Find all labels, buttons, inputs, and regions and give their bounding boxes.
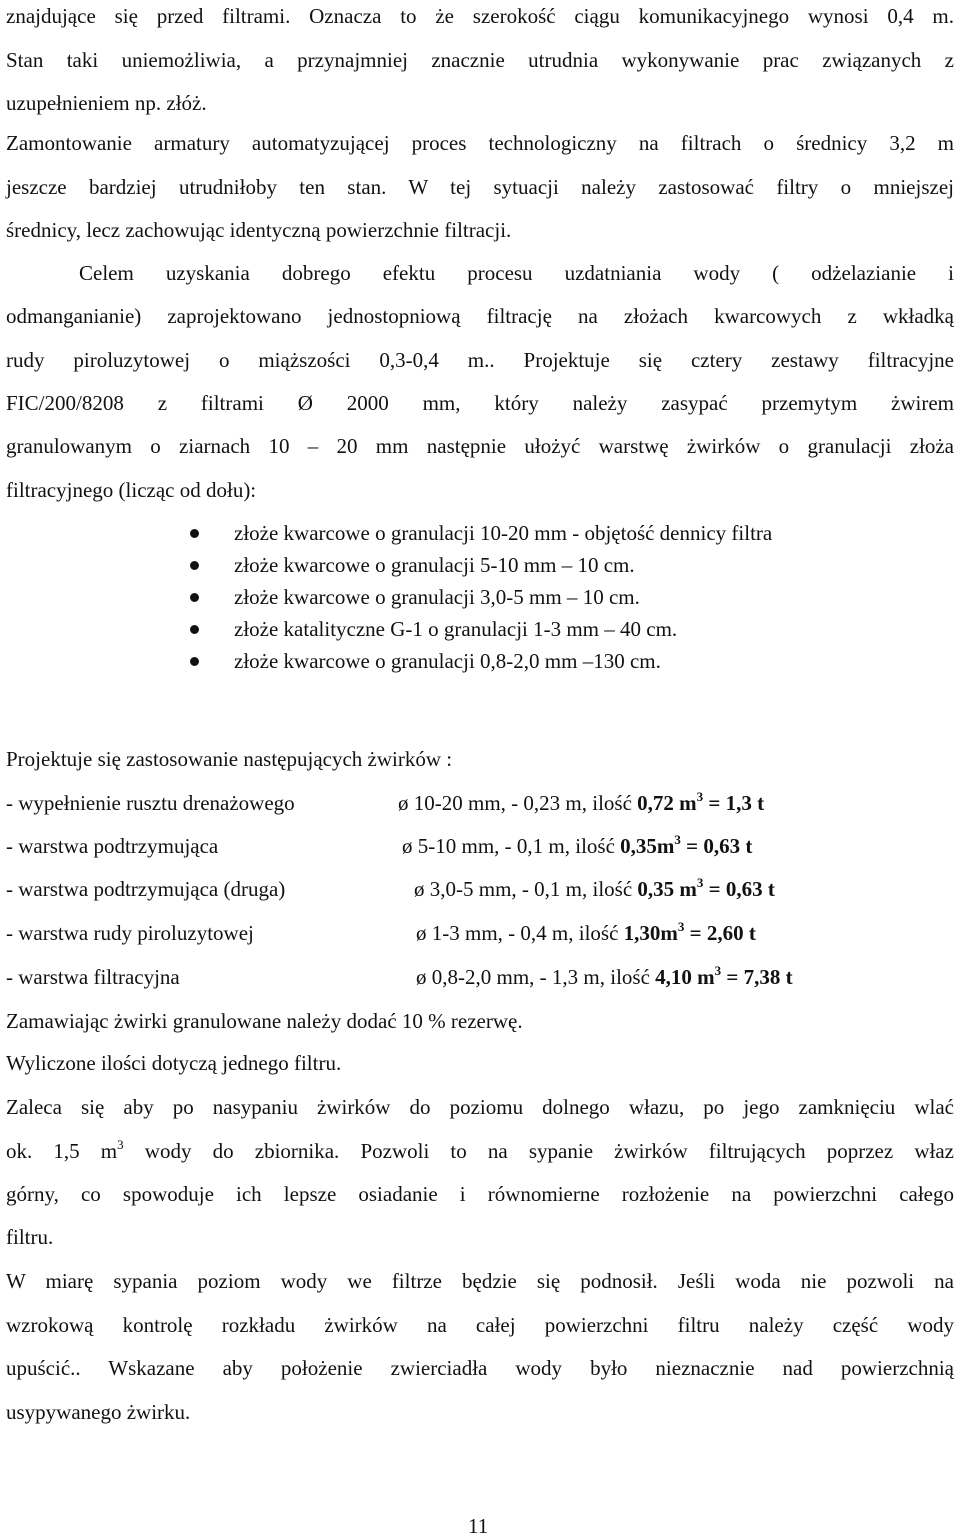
text-line: Celem uzyskania dobrego efektu procesu uzdatniania wody ( odżelazianie i [79,261,954,285]
text-line: upuścić.. Wskazane aby położenie zwierciadła wody było nieznacznie nad powierzchnią [6,1356,954,1380]
note-per-filter: Wyliczone ilości dotyczą jednego filtru. [6,1051,342,1075]
text-line: Stan taki uniemożliwia, a przynajmniej znacznie utrudnia wykonywanie prac związanych z [6,48,954,72]
gravel-amount: $0,35m^3 = 0,63$ t [620,832,753,858]
gravel-spec: ø 5-10 mm, - 0,1 m, ilość $0,35m^3 = 0,63$ t [402,832,753,858]
gravel-label: - warstwa rudy piroluzytowej [6,921,254,945]
text-line: górny, co spowoduje ich lepsze osiadanie i równomierne rozłożenie na powierzchni całego [6,1182,954,1206]
gravel-amount: 4,10 $m^3 = 7,38$ t [655,963,793,989]
gravel-spec: ø 1-3 mm, - 0,4 m, ilość $1,30m^3 = 2,60$ t [416,919,756,945]
gravel-amount: 0,35 $m^3 = 0,63$ t [637,875,775,901]
bullet-icon [190,625,199,634]
gravel-spec: ø 3,0-5 mm, - 0,1 m, ilość 0,35 $m^3 = 0,63$ t [414,875,775,901]
text-line: średnicy, lecz zachowując identyczną powierzchnie filtracji. [6,218,512,242]
gravel-spec: ø 0,8-2,0 mm, - 1,3 m, ilość 4,10 $m^3 = 7,38$ t [416,963,793,989]
text-line: FIC/200/8208 z filtrami Ø 2000 mm, który należy zasypać przemytym żwirem [6,391,954,415]
page-number: 11 [468,1514,489,1538]
text-line: jeszcze bardziej utrudniłoby ten stan. W tej sytuacji należy zastosować filtry o mniejszej [6,175,954,199]
bullet-icon [190,657,199,666]
gravel-label: - warstwa podtrzymująca (druga) [6,877,286,901]
list-item-text: złoże kwarcowe o granulacji 10-20 mm - objętość dennicy filtra [234,521,773,545]
text-line: filtru. [6,1225,54,1249]
list-item-text: złoże kwarcowe o granulacji 3,0-5 mm – 10 cm. [234,585,640,609]
text-line: rudy piroluzytowej o miąższości 0,3-0,4 m.. Projektuje się cztery zestawy filtracyjne [6,348,954,372]
gravel-amount: 0,72 $m^3 = 1,3$ t [637,789,765,815]
bullet-icon [190,561,199,570]
text-line: W miarę sypania poziom wody we filtrze będzie się podnosił. Jeśli woda nie pozwoli na [6,1269,954,1293]
text-line: wzrokową kontrolę rozkładu żwirków na całej powierzchni filtru należy część wody [6,1313,954,1337]
text-line: odmanganianie) zaprojektowano jednostopniową filtrację na złożach kwarcowych z wkładką [6,304,954,328]
bullet-icon [190,529,199,538]
text-line: Zaleca się aby po nasypaniu żwirków do poziomu dolnego włazu, po jego zamknięciu wlać [6,1095,954,1119]
text-line: filtracyjnego (licząc od dołu): [6,478,257,502]
gravel-label: - wypełnienie rusztu drenażowego [6,791,295,815]
note-reserve: Zamawiając żwirki granulowane należy dodać 10 % rezerwę. [6,1009,523,1033]
gravel-spec: ø 10-20 mm, - 0,23 m, ilość 0,72 $m^3 = 1,3$ t [398,789,765,815]
text-line: usypywanego żwirku. [6,1400,191,1424]
text-line: Zamontowanie armatury automatyzującej proces technologiczny na filtrach o średnicy 3,2 m [6,131,954,155]
list-item-text: złoże kwarcowe o granulacji 5-10 mm – 10 cm. [234,553,635,577]
text-line: znajdujące się przed filtrami. Oznacza to że szerokość ciągu komunikacyjnego wynosi 0,4 m. [6,4,954,28]
text-line: ok. 1,5 $m^3$ wody do zbiornika. Pozwoli to na sypanie żwirków filtrujących poprzez właz [6,1137,954,1163]
list-item-text: złoże katalityczne G-1 o granulacji 1-3 mm – 40 cm. [234,617,678,641]
list-item-text: złoże kwarcowe o granulacji 0,8-2,0 mm –130 cm. [234,649,661,673]
gravel-heading: Projektuje się zastosowanie następujących żwirków : [6,747,453,771]
gravel-label: - warstwa filtracyjna [6,965,180,989]
text-line: granulowanym o ziarnach 10 – 20 mm następnie ułożyć warstwę żwirków o granulacji złoża [6,434,954,458]
gravel-amount: $1,30m^3 = 2,60$ t [623,919,756,945]
gravel-label: - warstwa podtrzymująca [6,834,219,858]
text-line: uzupełnieniem np. złóż. [6,91,207,115]
bullet-icon [190,593,199,602]
